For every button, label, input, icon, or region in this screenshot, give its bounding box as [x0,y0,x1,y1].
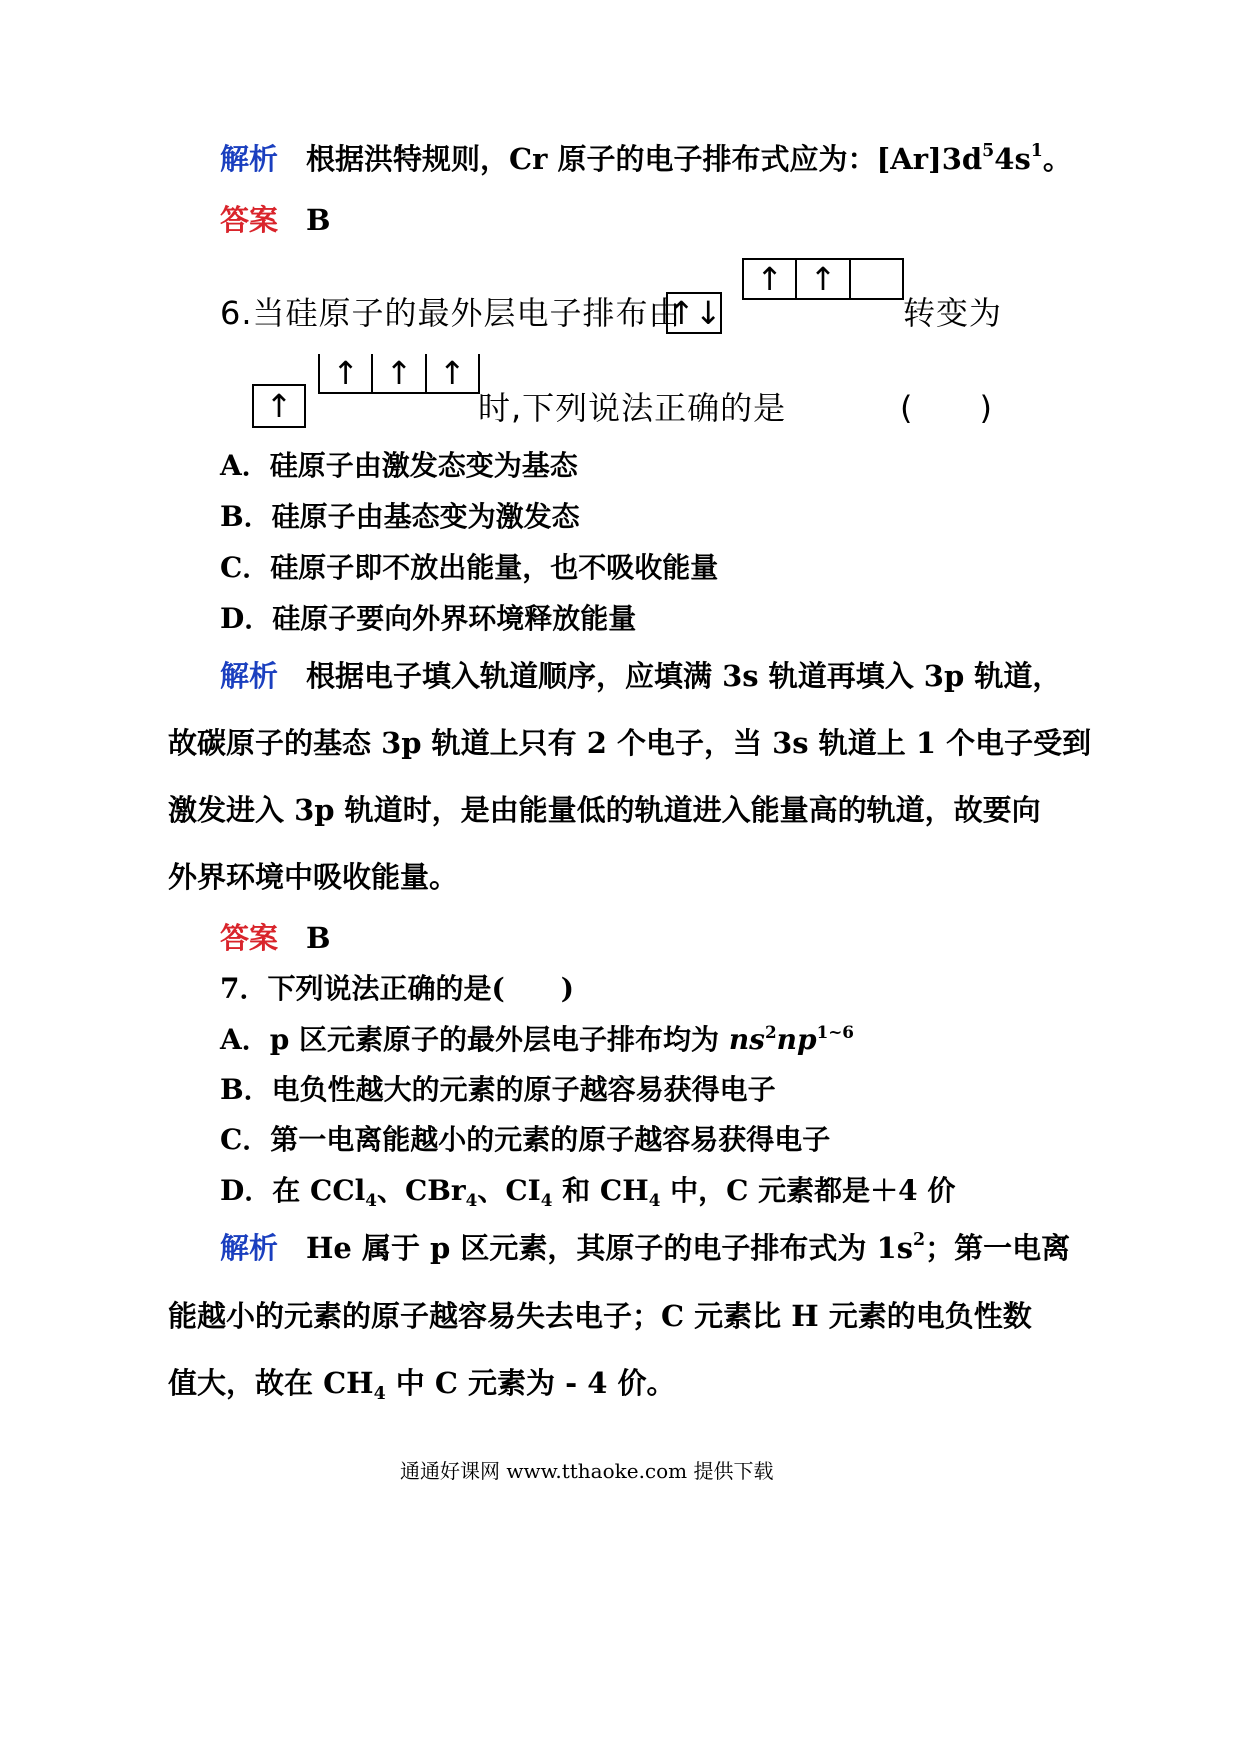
q7-analysis-line2: 能越小的元素的原子越容易失去电子；C 元素比 H 元素的电负性数 [168,1299,1032,1333]
q6-stem-change: 转变为 [903,294,1003,332]
q6-option-d: D．硅原子要向外界环境释放能量 [220,602,637,635]
q6-answer-paren: ( ) [900,389,993,427]
answer-label: 答案 [220,203,279,237]
q6-stem-line2: 时,下列说法正确的是 [478,389,787,427]
orbital-box-3s-initial: ↑↓ [668,294,722,332]
analysis-label: 解析 [220,142,279,176]
orbital-box-3p-final: ↑ ↑ ↑ [318,354,480,394]
q6-option-c: C．硅原子即不放出能量，也不吸收能量 [220,551,719,584]
q7-option-c: C．第一电离能越小的元素的原子越容易获得电子 [220,1123,831,1156]
q6-analysis-line2: 故碳原子的基态 3p 轨道上只有 2 个电子，当 3s 轨道上 1 个电子受到 [168,726,1092,760]
page-footer: 通通好课网 www.tthaoke.com 提供下载 [400,1459,774,1483]
q7-option-a: A．p 区元素原子的最外层电子排布均为 $ns^2np^{1\sim 6}$ [220,1022,854,1056]
q7-stem: 7．下列说法正确的是( ) [220,972,574,1005]
q6-option-b: B．硅原子由基态变为激发态 [220,500,580,533]
orbital-box-3p-initial: ↑ ↑ [742,258,904,300]
answer-label: 答案 [220,921,279,955]
q6-analysis-line1: 解析 根据电子填入轨道顺序，应填满 3s 轨道再填入 3p 轨道， [220,659,1062,693]
q7-analysis-line1: 解析 He 属于 p 区元素，其原子的电子排布式为 $1s^2$；第一电离 [220,1230,1071,1265]
analysis-label: 解析 [220,659,279,693]
q5-answer-line [220,203,331,237]
q7-option-d: D．在 CCl$_4$、CBr$_4$、$CI_4$ 和 $CH_4$ 中，C 元素都是＋4 价 [220,1174,956,1210]
q6-answer: B [306,921,331,955]
q6-stem-line1: 6.当硅原子的最外层电子排布由 [220,294,682,332]
q6-option-a: A．硅原子由激发态变为基态 [220,449,578,482]
q5-answer: B [306,203,331,237]
q6-analysis-line4: 外界环境中吸收能量。 [168,860,459,894]
orbital-box-3s-final: ↑ [252,384,306,428]
q7-analysis-line3: 值大，故在 $CH_4$ 中 C 元素为 - 4 价。 [168,1366,676,1404]
q7-option-b: B．电负性越大的元素的原子越容易获得电子 [220,1073,776,1106]
q6-analysis-line3: 激发进入 3p 轨道时，是由能量低的轨道进入能量高的轨道，故要向 [168,793,1041,827]
q5-analysis-line: 解析 根据洪特规则，Cr 原子的电子排布式应为：$[Ar]3d^54s^1$。 [220,141,1072,176]
analysis-label: 解析 [220,1231,279,1265]
q6-answer-line [220,921,331,955]
